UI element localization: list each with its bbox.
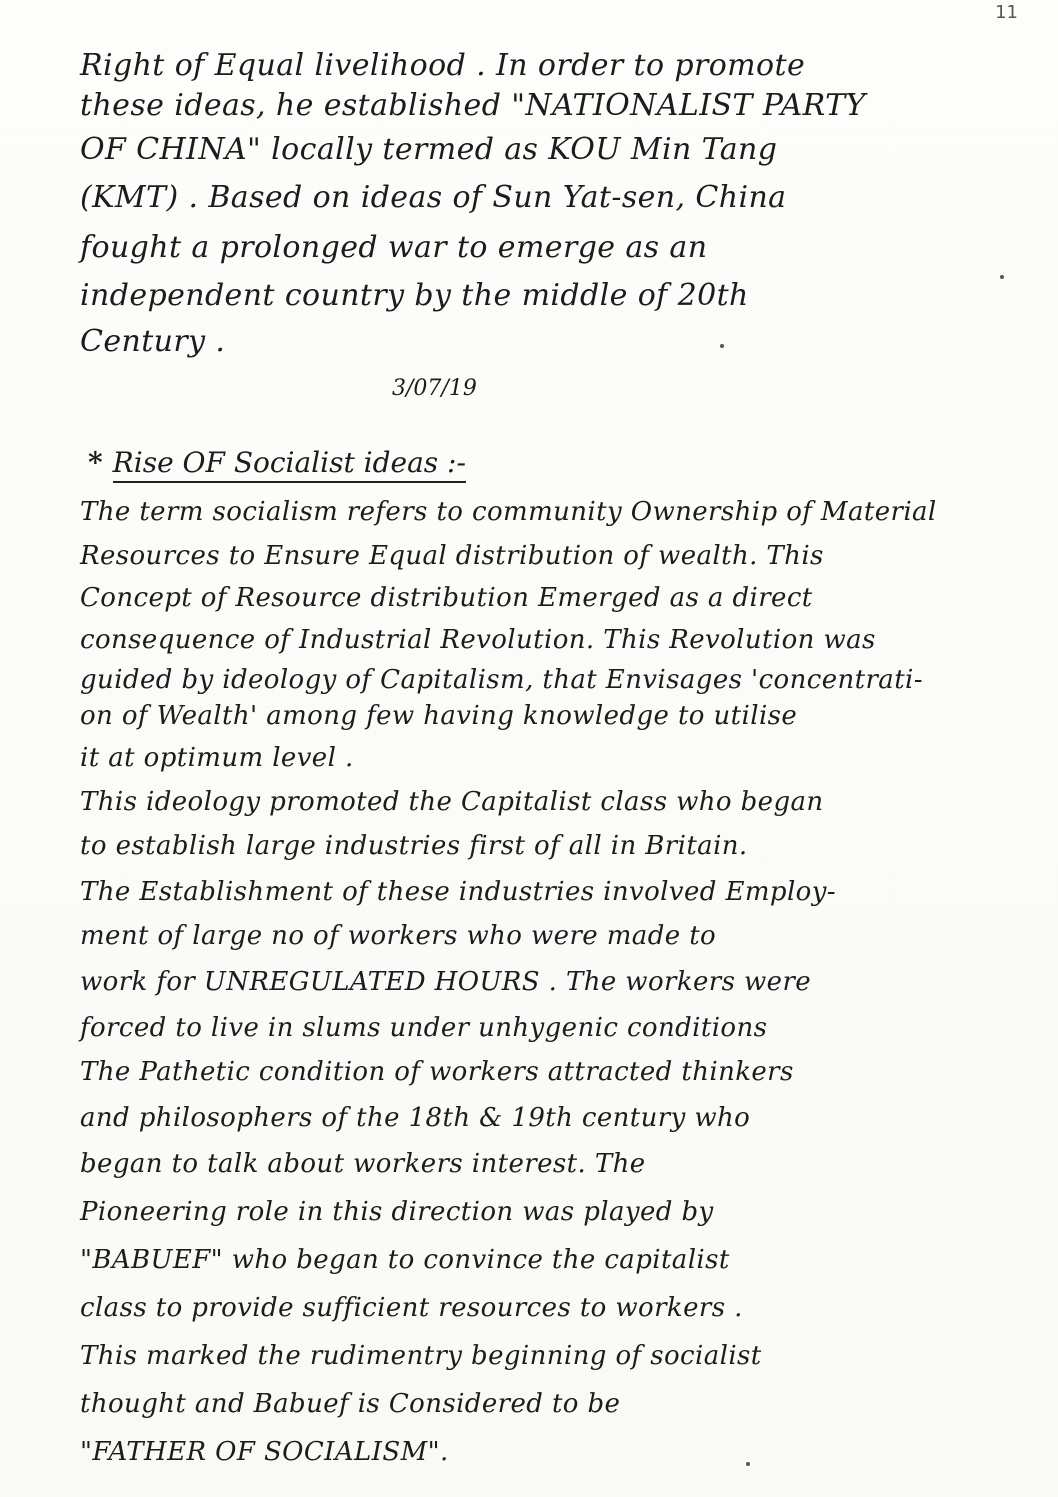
section-heading: [88, 446, 466, 479]
text-line: The Establishment of these industries involved Employ-: [80, 877, 836, 907]
text-line: Pioneering role in this direction was played by: [80, 1197, 714, 1227]
entry-date: 3/07/19: [392, 376, 477, 401]
text-line: forced to live in slums under unhygenic conditions: [80, 1013, 768, 1043]
text-line: "FATHER OF SOCIALISM".: [80, 1437, 449, 1467]
page-number: 11: [995, 2, 1018, 23]
text-line: work for UNREGULATED HOURS . The workers were: [80, 967, 812, 997]
text-line: Resources to Ensure Equal distribution of wealth. This: [80, 541, 824, 571]
text-line: (KMT) . Based on ideas of Sun Yat-sen, China: [80, 180, 787, 215]
ink-dot: [720, 344, 724, 348]
text-line: fought a prolonged war to emerge as an: [80, 230, 708, 265]
text-line: The Pathetic condition of workers attracted thinkers: [80, 1057, 794, 1087]
text-line: The term socialism refers to community Ownership of Material: [80, 497, 937, 527]
text-line: class to provide sufficient resources to workers .: [80, 1293, 743, 1323]
text-line: This marked the rudimentry beginning of socialist: [80, 1341, 762, 1371]
ink-dot: [746, 1462, 750, 1466]
text-line: consequence of Industrial Revolution. This Revolution was: [80, 625, 876, 655]
text-line: Right of Equal livelihood . In order to promote: [80, 48, 806, 83]
ink-dot: [1000, 275, 1004, 279]
text-line: these ideas, he established "NATIONALIST PARTY: [80, 88, 866, 123]
text-line: began to talk about workers interest. The: [80, 1149, 646, 1179]
text-line: to establish large industries first of all in Britain.: [80, 831, 748, 861]
text-line: OF CHINA" locally termed as KOU Min Tang: [80, 132, 778, 167]
text-line: ment of large no of workers who were made to: [80, 921, 717, 951]
text-line: "BABUEF" who began to convince the capitalist: [80, 1245, 730, 1275]
text-line: on of Wealth' among few having knowledge to utilise: [80, 701, 798, 731]
text-line: Century .: [80, 324, 226, 359]
text-line: it at optimum level .: [80, 743, 354, 773]
heading-text: Rise OF Socialist ideas :-: [113, 446, 466, 483]
text-line: Concept of Resource distribution Emerged as a direct: [80, 583, 813, 613]
text-line: independent country by the middle of 20th: [80, 278, 749, 313]
text-line: and philosophers of the 18th & 19th century who: [80, 1103, 751, 1133]
text-line: This ideology promoted the Capitalist class who began: [80, 787, 824, 817]
text-line: thought and Babuef is Considered to be: [80, 1389, 621, 1419]
text-line: guided by ideology of Capitalism, that Envisages 'concentrati-: [80, 665, 923, 695]
asterisk-icon: *: [88, 446, 103, 479]
